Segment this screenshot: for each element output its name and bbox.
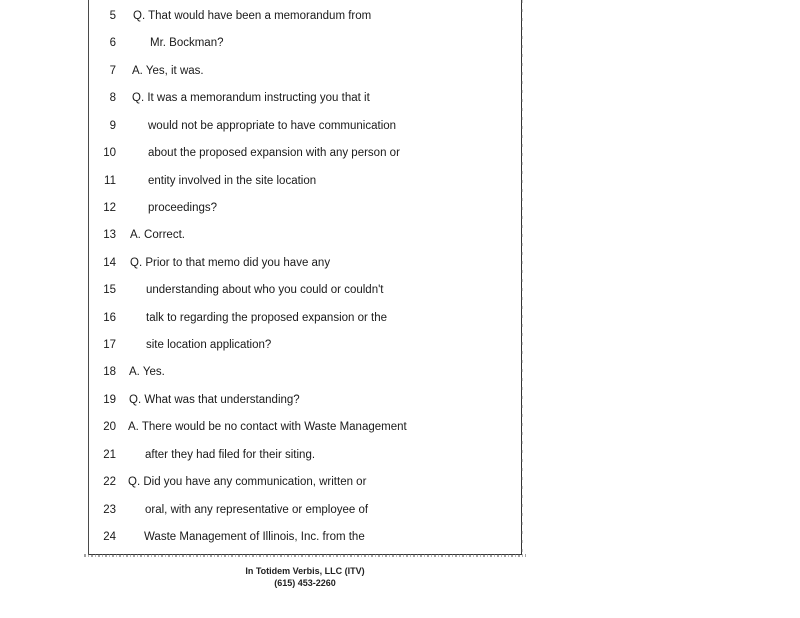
line-number: 7 — [109, 65, 116, 77]
scan-noise-right — [521, 0, 523, 555]
line-number: 21 — [103, 449, 116, 461]
line-number: 15 — [103, 284, 116, 296]
footer-phone: (615) 453-2260 — [274, 578, 336, 588]
line-number: 22 — [103, 476, 116, 488]
line-text: about the proposed expansion with any person or — [148, 147, 400, 159]
line-text: entity involved in the site location — [148, 175, 317, 187]
line-text: Mr. Bockman? — [150, 37, 224, 49]
line-text: talk to regarding the proposed expansion or the — [146, 312, 388, 324]
line-number: 24 — [103, 531, 116, 543]
line-text: Q. Prior to that memo did you have any — [130, 257, 331, 269]
line-number: 20 — [103, 421, 116, 433]
line-number: 12 — [103, 202, 116, 214]
line-number: 11 — [104, 175, 116, 187]
line-text: A. There would be no contact with Waste Management — [128, 421, 407, 433]
line-text: Q. What was that understanding? — [129, 394, 300, 406]
line-text: site location application? — [146, 339, 272, 351]
line-text: Q. It was a memorandum instructing you that it — [132, 92, 370, 104]
line-text: oral, with any representative or employee of — [145, 504, 369, 516]
line-text: Q. Did you have any communication, written or — [128, 476, 367, 488]
line-number: 14 — [103, 257, 116, 269]
line-number: 13 — [103, 229, 116, 241]
line-text: Waste Management of Illinois, Inc. from the — [144, 531, 365, 543]
footer-company: In Totidem Verbis, LLC (ITV) — [245, 566, 365, 576]
line-text: A. Correct. — [130, 229, 185, 241]
line-number: 19 — [103, 394, 116, 406]
line-text: proceedings? — [148, 202, 218, 214]
line-text: after they had filed for their siting. — [145, 449, 316, 461]
line-number: 8 — [109, 92, 116, 104]
line-text: Q. That would have been a memorandum from — [133, 10, 372, 22]
line-text: would not be appropriate to have communication — [148, 120, 397, 132]
line-number: 9 — [109, 120, 116, 132]
line-number: 6 — [109, 37, 116, 49]
line-number: 18 — [103, 366, 116, 378]
line-text: A. Yes. — [129, 366, 165, 378]
line-number: 23 — [103, 504, 116, 516]
line-text: A. Yes, it was. — [132, 65, 204, 77]
scan-noise-bottom — [84, 554, 526, 557]
line-number: 16 — [103, 312, 116, 324]
line-number: 17 — [103, 339, 116, 351]
line-number: 5 — [109, 10, 116, 22]
line-number: 10 — [103, 147, 116, 159]
line-text: understanding about who you could or couldn't — [146, 284, 384, 296]
